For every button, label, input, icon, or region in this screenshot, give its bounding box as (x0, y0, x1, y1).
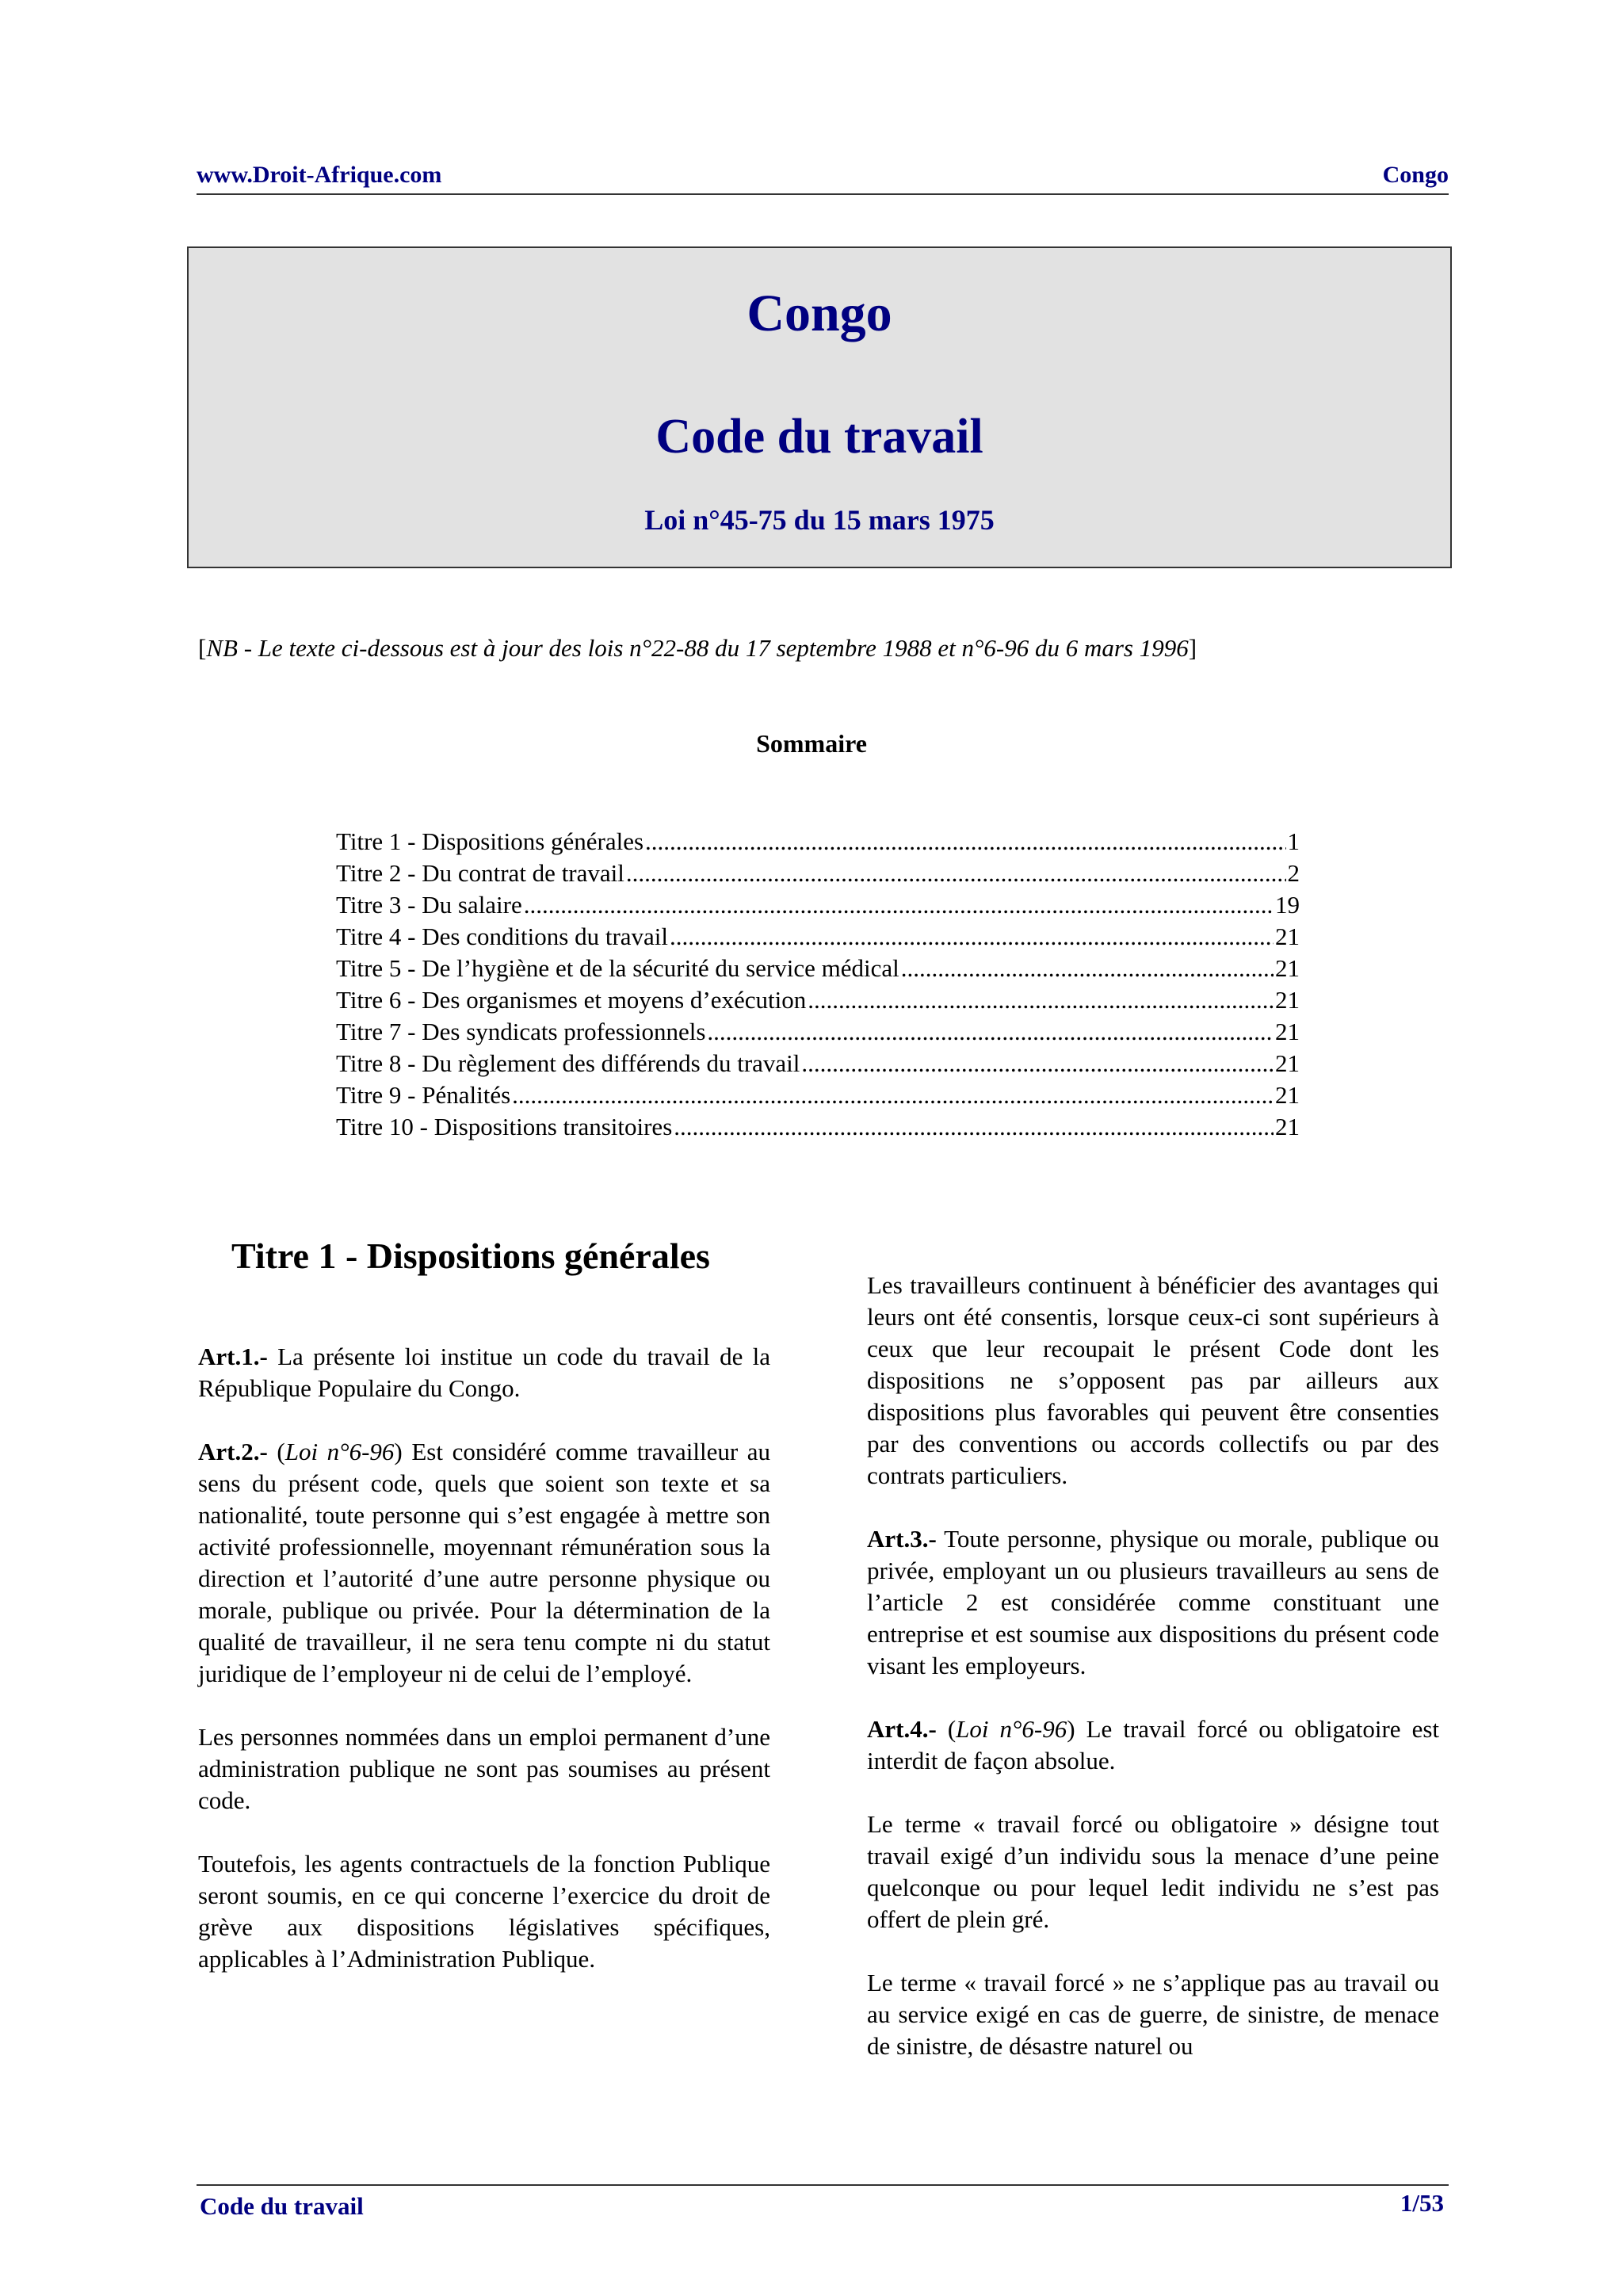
toc-leader (524, 889, 1274, 921)
article-1 (198, 1341, 770, 1404)
article-4 (867, 1713, 1439, 1777)
toc-label: Titre 4 - Des conditions du travail (336, 923, 669, 950)
toc-page: 21 (1275, 986, 1300, 1014)
toc-label: Titre 9 - Pénalités (336, 1081, 511, 1109)
toc-page: 21 (1275, 1018, 1300, 1045)
article-label: Art.2.- (198, 1438, 268, 1465)
toc-page: 21 (1275, 1049, 1300, 1077)
toc-page: 2 (1287, 859, 1300, 887)
toc-leader (645, 826, 1285, 858)
article-label: Art.4.- (867, 1715, 937, 1743)
table-of-contents (336, 826, 1300, 1143)
toc-page: 21 (1275, 1081, 1300, 1109)
doc-law: Loi n°45-75 du 15 mars 1975 (644, 504, 995, 536)
article-2 (198, 1436, 770, 1690)
article-3 (867, 1523, 1439, 1682)
toc-leader (901, 953, 1274, 984)
doc-title: Code du travail (655, 410, 983, 464)
nb-text: NB - Le texte ci-dessous est à jour des lois n°22-88 du 17 septembre 1988 et n°6-96 du 6 mars 1996 (206, 634, 1189, 662)
toc-label: Titre 6 - Des organismes et moyens d’exécution (336, 986, 807, 1014)
toc-page: 21 (1275, 954, 1300, 982)
toc-leader (674, 1111, 1274, 1143)
toc-label: Titre 1 - Dispositions générales (336, 827, 644, 855)
article-text: Le travail forcé ou obligatoire est interdit de façon absolue. (867, 1715, 1440, 1775)
ref-open: ( (277, 1438, 285, 1465)
law-reference: Loi n°6-96 (956, 1715, 1067, 1743)
toc-row (336, 1048, 1300, 1079)
page-footer (197, 2184, 1449, 2220)
article-text: Toute personne, physique ou morale, publique ou privée, employant un ou plusieurs travailleurs au sens de l’article 2 est considérée comme constituant une entreprise et est soumise aux dispositions du présent code visant les employeurs. (867, 1525, 1439, 1679)
header-site: www.Droit-Afrique.com (197, 162, 442, 188)
toc-leader (808, 984, 1274, 1016)
toc-leader (626, 858, 1286, 889)
law-reference: Loi n°6-96 (285, 1438, 395, 1465)
toc-page: 21 (1275, 1113, 1300, 1140)
toc-row (336, 826, 1300, 858)
title-box (187, 246, 1452, 568)
toc-row (336, 921, 1300, 953)
toc-label: Titre 2 - Du contrat de travail (336, 859, 624, 887)
ref-close: ) (394, 1438, 403, 1465)
toc-row (336, 984, 1300, 1016)
paragraph: Le terme « travail forcé » ne s’applique pas au travail ou au service exigé en cas de guerre, de sinistre, de menace de sinistre, de désastre naturel ou (867, 1969, 1439, 2060)
toc-label: Titre 5 - De l’hygiène et de la sécurité du service médical (336, 954, 899, 982)
paragraph: Toutefois, les agents contractuels de la fonction Publique seront soumis, en ce qui concerne l’exercice du droit de grève aux dispositions législatives spécifiques, applicables à l’Administration Publique. (198, 1850, 770, 1973)
paragraph: Les travailleurs continuent à bénéficier des avantages qui leurs ont été consentis, lorsque ceux-ci sont supérieurs à ceux que leur recoupait le présent Code dont les dispositions ne s’opposent pas par ailleurs aux dispositions plus favorables qui peuvent être consenties par des conventions ou accords collectifs ou par des contrats particuliers. (867, 1271, 1439, 1489)
doc-country: Congo (747, 285, 892, 342)
header-country: Congo (1382, 162, 1449, 188)
toc-leader (801, 1048, 1274, 1079)
toc-leader (707, 1016, 1274, 1048)
toc-page: 19 (1275, 891, 1300, 919)
nb-note (198, 634, 1197, 663)
toc-label: Titre 7 - Des syndicats professionnels (336, 1018, 706, 1045)
footer-title: Code du travail (200, 2192, 364, 2220)
paragraph: Les personnes nommées dans un emploi permanent d’une administration publique ne sont pas soumises au présent code. (198, 1723, 770, 1814)
toc-row (336, 953, 1300, 984)
toc-row (336, 1016, 1300, 1048)
right-column (867, 1270, 1439, 2062)
toc-leader (670, 921, 1274, 953)
nb-close-bracket: ] (1188, 634, 1197, 662)
toc-label: Titre 3 - Du salaire (336, 891, 522, 919)
section-title: Titre 1 - Dispositions générales (231, 1236, 710, 1276)
article-label: Art.3.- (867, 1525, 937, 1553)
article-text: La présente loi institue un code du travail de la République Populaire du Congo. (198, 1343, 770, 1402)
page-header (197, 162, 1449, 195)
page-number: 1/53 (1400, 2189, 1444, 2217)
toc-row (336, 858, 1300, 889)
toc-row (336, 1079, 1300, 1111)
left-column (198, 1341, 770, 1975)
toc-page: 1 (1287, 827, 1300, 855)
toc-leader (512, 1079, 1274, 1111)
ref-close: ) (1067, 1715, 1075, 1743)
nb-open-bracket: [ (198, 634, 207, 662)
paragraph: Le terme « travail forcé ou obligatoire » désigne tout travail exigé d’un individu sous la menace d’une peine quelconque ou pour lequel ledit individu ne s’est pas offert de plein gré. (867, 1810, 1439, 1933)
article-label: Art.1.- (198, 1343, 268, 1370)
toc-page: 21 (1275, 923, 1300, 950)
toc-row (336, 1111, 1300, 1143)
toc-row (336, 889, 1300, 921)
sommaire-heading: Sommaire (756, 729, 867, 758)
toc-label: Titre 10 - Dispositions transitoires (336, 1113, 673, 1140)
ref-open: ( (947, 1715, 957, 1743)
article-text: Est considéré comme travailleur au sens du présent code, quels que soient son texte et sa nationalité, toute personne qui s’est engagée à mettre son activité professionnelle, moyennant rémunération sous la direction et l’autorité d’une autre personne physique ou morale, publique ou privée. Pour la détermination de la qualité de travailleur, il ne sera tenu compte ni du statut juridique de l’employeur ni de celui de l’employé. (198, 1438, 771, 1687)
toc-label: Titre 8 - Du règlement des différends du travail (336, 1049, 800, 1077)
